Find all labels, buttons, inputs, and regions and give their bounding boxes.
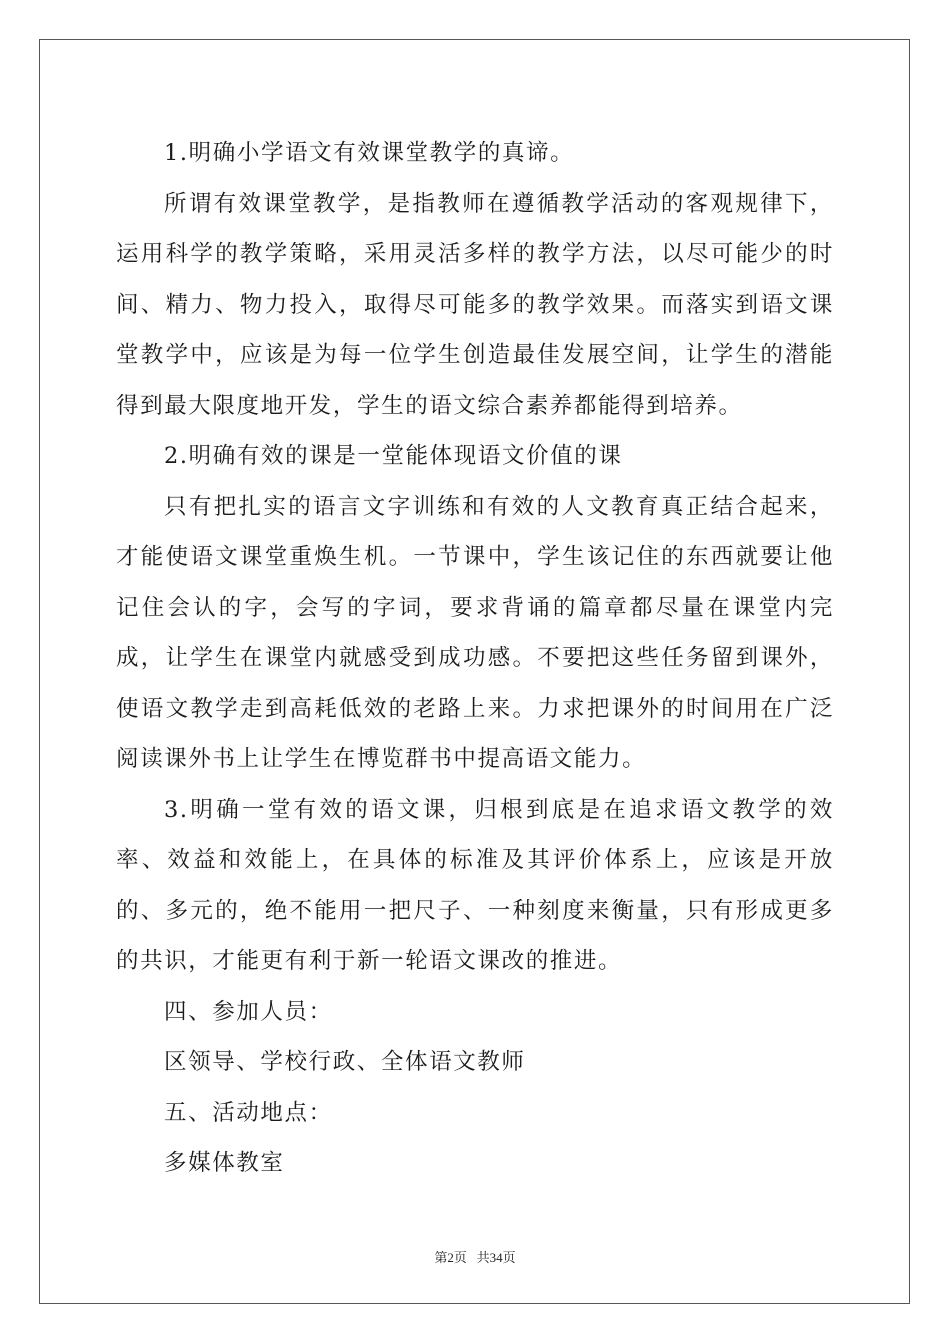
location-text: 多媒体教室	[164, 1150, 285, 1176]
document-body	[116, 128, 834, 1189]
participants-list: 区领导、学校行政、全体语文教师	[164, 1049, 526, 1075]
paragraph-heading-3: 3.明确一堂有效的语文课，归根到底是在追求语文教学的效率、效益和效能上，在具体的标准及其评价体系上，应该是开放的、多元的，绝不能用一把尺子、一种刻度来衡量，只有形成更多的共识，才能更有利于新一轮语文课改的推进。	[116, 796, 834, 974]
page-number: 第2页	[434, 1250, 467, 1265]
paragraph-language-training: 只有把扎实的语言文字训练和有效的人文教育真正结合起来，才能使语文课堂重焕生机。一节课中，学生该记住的东西就要让他记住会认的字，会写的字词，要求背诵的篇章都尽量在课堂内完成，让学生在课堂内就感受到成功感。不要把这些任务留到课外，使语文教学走到高耗低效的老路上来。力求把课外的时间用在广泛阅读课外书上让学生在博览群书中提高语文能力。	[116, 493, 834, 772]
page-footer	[0, 1247, 950, 1266]
paragraph-heading-2: 2.明确有效的课是一堂能体现语文价值的课	[164, 443, 623, 469]
total-pages: 共34页	[476, 1250, 516, 1265]
section-heading-participants: 四、参加人员：	[164, 998, 333, 1025]
paragraph-effective-teaching-definition: 所谓有效课堂教学，是指教师在遵循教学活动的客观规律下，运用科学的教学策略，采用灵活多样的教学方法，以尽可能少的时间、精力、物力投入，取得尽可能多的教学效果。而落实到语文课堂教学中，应该是为每一位学生创造最佳发展空间，让学生的潜能得到最大限度地开发，学生的语文综合素养都能得到培养。	[116, 190, 834, 419]
section-heading-location: 五、活动地点：	[164, 1099, 333, 1126]
paragraph-heading-1: 1.明确小学语文有效课堂教学的真谛。	[164, 140, 575, 166]
